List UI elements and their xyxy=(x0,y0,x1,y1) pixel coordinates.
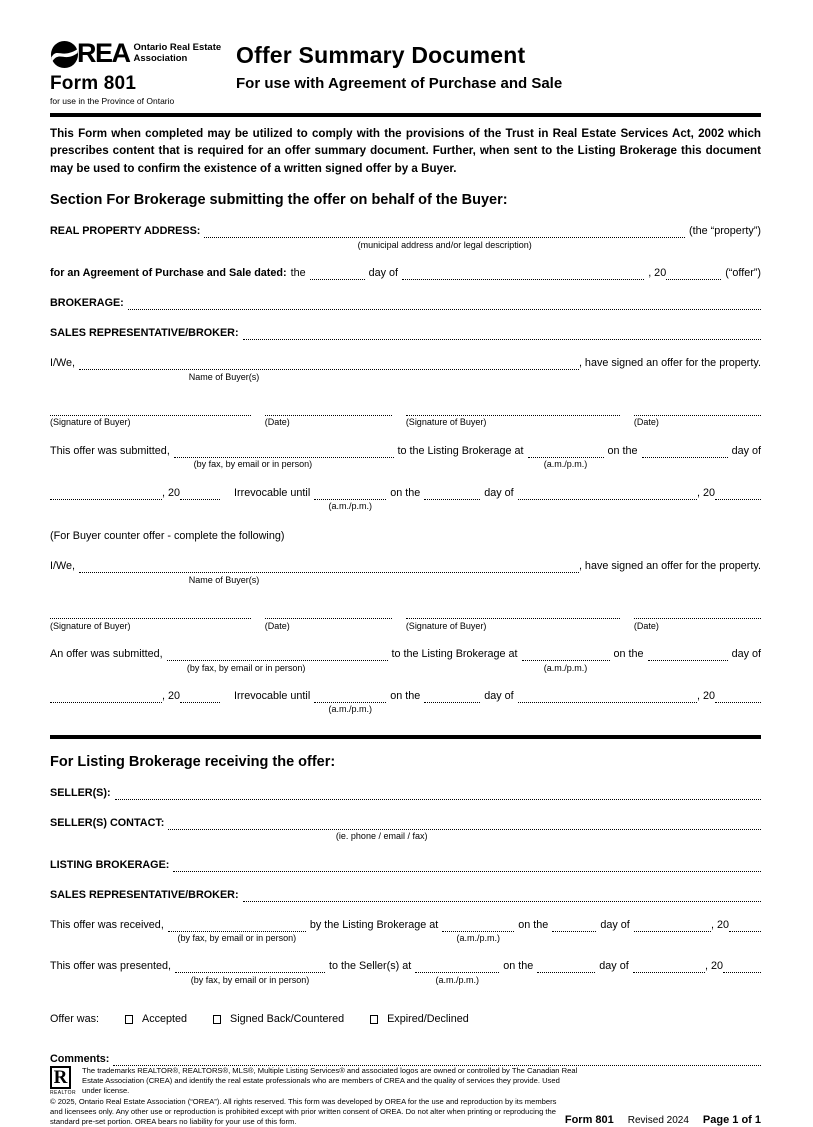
received-month-blank[interactable] xyxy=(634,919,711,932)
realtor-logo-icon: R xyxy=(50,1066,71,1089)
counter-irrevocable-year-field[interactable] xyxy=(715,690,761,703)
counter-offer-note: (For Buyer counter offer - complete the following) xyxy=(50,530,285,543)
signed-back-label: Signed Back/Countered xyxy=(230,1013,345,1026)
ampm-sublabel: (a.m./p.m.) xyxy=(543,459,588,470)
comma-20-text: , 20 xyxy=(162,689,181,702)
presented-method-blank[interactable] xyxy=(175,960,325,973)
counter-buyer-signature-field-2[interactable] xyxy=(406,606,620,631)
agreement-year-blank[interactable] xyxy=(666,267,721,280)
on-the-text: on the xyxy=(390,689,421,702)
copyright-text: © 2025, Ontario Real Estate Association (“OREA”). All rights reserved. This form was developed by OREA for the use and reproduction by its members and licensees only. Any other use or reproduction is prohibited except with prior written consent of OREA. Do not alter when printing or reproducing the standard pre-set portion. OREA bears no liability for your use of this form. xyxy=(50,1097,557,1127)
accepted-checkbox[interactable] xyxy=(125,1015,133,1024)
on-the-text: on the xyxy=(503,960,534,973)
footer-form-number: Form 801 xyxy=(564,1113,614,1126)
sellers-row xyxy=(50,787,761,800)
org-name-line2: Association xyxy=(133,52,188,64)
counter-irrevocable-day-blank[interactable] xyxy=(424,690,480,703)
received-year-field[interactable] xyxy=(729,919,761,932)
sellers-contact-row xyxy=(50,817,761,842)
presented-day-blank[interactable] xyxy=(537,960,595,973)
presented-year-blank[interactable] xyxy=(723,960,761,973)
irrevocable-day-blank[interactable] xyxy=(424,487,480,500)
section-divider xyxy=(50,735,761,739)
submitted-day-field[interactable] xyxy=(642,445,728,458)
counter-submitted-year-field[interactable] xyxy=(180,690,220,703)
an-offer-prefix: An offer was submitted, xyxy=(50,648,163,661)
to-sellers-text: to the Seller(s) at xyxy=(329,960,412,973)
irrevocable-month-field[interactable] xyxy=(518,487,697,500)
counter-offer-note-row xyxy=(50,530,761,543)
header-divider xyxy=(50,113,761,117)
received-time-field[interactable] xyxy=(442,919,514,944)
irrevocable-row-2 xyxy=(50,690,761,715)
ampm-sublabel: (a.m./p.m.) xyxy=(435,974,479,985)
byfax-sublabel: (by fax, by email or in person) xyxy=(177,933,297,944)
sellers-contact-sublabel: (ie. phone / email / fax) xyxy=(335,831,428,842)
property-address-row xyxy=(50,225,761,250)
signature-row-1 xyxy=(50,403,761,428)
counter-signature-date-field-1[interactable] xyxy=(265,606,392,631)
signature-of-buyer-label: (Signature of Buyer) xyxy=(405,417,487,428)
day-of-text: day of xyxy=(484,689,514,702)
ampm-sublabel: (a.m./p.m.) xyxy=(328,704,372,715)
footer-page-number: Page 1 of 1 xyxy=(702,1113,761,1126)
property-address-blank[interactable] xyxy=(204,225,685,238)
counter-buyer-signature-blank-1[interactable] xyxy=(50,606,251,619)
iwe-suffix: , have signed an offer for the property. xyxy=(578,560,761,573)
presented-year-field[interactable] xyxy=(723,960,761,973)
offer-was-label: Offer was: xyxy=(50,1013,100,1026)
brokerage-blank[interactable] xyxy=(128,297,761,310)
received-day-blank[interactable] xyxy=(552,919,596,932)
signature-date-blank-2[interactable] xyxy=(634,403,761,416)
counter-signature-date-blank-1[interactable] xyxy=(265,606,392,619)
listing-brokerage-row xyxy=(50,859,761,872)
irrevocable-year-blank[interactable] xyxy=(715,487,761,500)
brokerage-label: BROKERAGE: xyxy=(50,297,124,310)
sales-rep-row xyxy=(50,327,761,340)
footer xyxy=(50,1066,761,1127)
offer-accepted-option[interactable] xyxy=(125,1013,187,1026)
agreement-month-field[interactable] xyxy=(402,267,644,280)
counter-signature-date-field-2[interactable] xyxy=(634,606,761,631)
day-of-text: day of xyxy=(599,960,629,973)
orea-logo-icon xyxy=(50,40,79,69)
listing-sales-rep-label: SALES REPRESENTATIVE/BROKER: xyxy=(50,888,239,901)
page-subtitle: For use with Agreement of Purchase and Sale xyxy=(236,75,563,92)
counter-signature-date-blank-2[interactable] xyxy=(634,606,761,619)
presented-time-blank[interactable] xyxy=(415,960,499,973)
counter-submitted-method-field[interactable] xyxy=(167,648,388,673)
buyer-name-row xyxy=(50,357,761,382)
buyer-signature-blank-2[interactable] xyxy=(406,403,620,416)
trademark-text: The trademarks REALTOR®, REALTORS®, MLS®, Multiple Listing Services® and associated logos are owned or controlled by The Canadian Real Estate Association (CREA) and identify the real estate professionals who are members of CREA and the quality of services they provide. Used under license. xyxy=(82,1066,578,1096)
counter-submitted-day-field[interactable] xyxy=(648,648,728,661)
sellers-blank[interactable] xyxy=(115,787,761,800)
sales-rep-field[interactable] xyxy=(243,327,761,340)
orea-logo-text: REA xyxy=(77,38,130,68)
signature-date-field-2[interactable] xyxy=(634,403,761,428)
property-address-label: REAL PROPERTY ADDRESS: xyxy=(50,225,201,238)
header xyxy=(50,40,761,106)
day-of-text: day of xyxy=(600,918,630,931)
presented-method-field[interactable] xyxy=(175,960,325,985)
irrevocable-until-text: Irrevocable until xyxy=(234,689,311,702)
day-of-text: day of xyxy=(484,486,514,499)
comma-20-text: , 20 xyxy=(704,960,723,973)
listing-section-heading: For Listing Brokerage receiving the offer: xyxy=(50,753,336,770)
received-month-field[interactable] xyxy=(634,919,711,932)
irrevocable-time-field[interactable] xyxy=(314,487,386,512)
counter-irrevocable-month-blank[interactable] xyxy=(518,690,697,703)
iwe-prefix: I/We, xyxy=(50,560,75,573)
irrevocable-month-blank[interactable] xyxy=(518,487,697,500)
sellers-contact-blank[interactable] xyxy=(168,817,761,830)
iwe-prefix: I/We, xyxy=(50,357,75,370)
org-name xyxy=(134,43,222,65)
by-listing-brokerage-text: by the Listing Brokerage at xyxy=(309,918,439,931)
offer-submitted-row xyxy=(50,445,761,470)
submitted-prefix: This offer was submitted, xyxy=(50,444,170,457)
date-label: (Date) xyxy=(264,620,290,631)
buyer-section-heading: Section For Brokerage submitting the offer on behalf of the Buyer: xyxy=(50,192,508,209)
irrevocable-day-field[interactable] xyxy=(424,487,480,500)
on-the-text: on the xyxy=(518,918,549,931)
counter-submitted-month-field[interactable] xyxy=(50,690,162,703)
presented-prefix: This offer was presented, xyxy=(50,960,172,973)
counter-buyer-signature-blank-2[interactable] xyxy=(406,606,620,619)
submitted-month-blank[interactable] xyxy=(50,487,162,500)
agreement-year-field[interactable] xyxy=(666,267,721,280)
submitted-method-blank[interactable] xyxy=(174,445,394,458)
listing-brokerage-label: LISTING BROKERAGE: xyxy=(50,858,170,871)
sellers-contact-field[interactable] xyxy=(168,817,761,842)
page-title: Offer Summary Document xyxy=(236,42,526,68)
counter-irrevocable-day-field[interactable] xyxy=(424,690,480,703)
comments-blank[interactable] xyxy=(113,1053,761,1066)
counter-submitted-year-blank[interactable] xyxy=(180,690,220,703)
received-method-field[interactable] xyxy=(168,919,306,944)
presented-day-field[interactable] xyxy=(537,960,595,973)
counter-irrevocable-time-blank[interactable] xyxy=(314,690,386,703)
accepted-label: Accepted xyxy=(142,1013,188,1026)
date-label: (Date) xyxy=(633,620,659,631)
agreement-date-label: for an Agreement of Purchase and Sale dated: xyxy=(50,267,287,280)
form-number: Form 801 xyxy=(50,73,137,94)
signature-date-field-1[interactable] xyxy=(265,403,392,428)
day-of-text: day of xyxy=(731,648,761,661)
sales-rep-blank[interactable] xyxy=(243,327,761,340)
buyer-name-sublabel: Name of Buyer(s) xyxy=(188,371,260,382)
expired-checkbox[interactable] xyxy=(370,1015,378,1024)
realtor-logo-caption: REALTOR xyxy=(50,1089,76,1096)
listing-sales-rep-blank[interactable] xyxy=(243,889,761,902)
received-method-blank[interactable] xyxy=(168,919,306,932)
to-listing-brokerage-text: to the Listing Brokerage at xyxy=(397,444,524,457)
submitted-month-field[interactable] xyxy=(50,487,162,500)
buyer-name-blank[interactable] xyxy=(79,357,579,370)
received-prefix: This offer was received, xyxy=(50,918,164,931)
counter-offer-submitted-row xyxy=(50,648,761,673)
counter-buyer-signature-field-1[interactable] xyxy=(50,606,251,631)
irrevocable-row-1 xyxy=(50,487,761,512)
buyer-name-field[interactable] xyxy=(79,357,579,382)
counter-submitted-method-blank[interactable] xyxy=(167,648,388,661)
presented-month-blank[interactable] xyxy=(633,960,705,973)
sales-rep-label: SALES REPRESENTATIVE/BROKER: xyxy=(50,327,239,340)
date-label: (Date) xyxy=(264,417,290,428)
comma-20-text: , 20 xyxy=(648,267,667,280)
counter-irrevocable-month-field[interactable] xyxy=(518,690,697,703)
iwe-suffix: , have signed an offer for the property. xyxy=(578,357,761,370)
date-label: (Date) xyxy=(633,417,659,428)
comments-label: Comments: xyxy=(50,1053,110,1066)
counter-buyer-name-row xyxy=(50,560,761,585)
title-block xyxy=(236,40,562,92)
comma-20-text: , 20 xyxy=(696,689,715,702)
ampm-sublabel: (a.m./p.m.) xyxy=(456,933,501,944)
property-suffix: (the “property”) xyxy=(689,225,761,238)
byfax-sublabel: (by fax, by email or in person) xyxy=(186,662,306,673)
org-name-line1: Ontario Real Estate xyxy=(133,42,222,53)
ampm-sublabel: (a.m./p.m.) xyxy=(543,662,588,673)
offer-outcome-row xyxy=(50,1013,761,1026)
counter-submitted-day-blank[interactable] xyxy=(648,648,728,661)
buyer-signature-blank-1[interactable] xyxy=(50,403,251,416)
irrevocable-year-field[interactable] xyxy=(715,487,761,500)
received-year-blank[interactable] xyxy=(729,919,761,932)
byfax-sublabel: (by fax, by email or in person) xyxy=(193,459,313,470)
signature-of-buyer-label: (Signature of Buyer) xyxy=(50,417,131,428)
listing-brokerage-blank[interactable] xyxy=(173,859,761,872)
offer-signed-back-option[interactable] xyxy=(213,1013,344,1026)
offer-presented-row xyxy=(50,960,761,985)
signed-back-checkbox[interactable] xyxy=(213,1015,221,1024)
listing-sales-rep-field[interactable] xyxy=(243,889,761,902)
listing-brokerage-field[interactable] xyxy=(173,859,761,872)
submitted-time-blank[interactable] xyxy=(528,445,604,458)
counter-buyer-name-field[interactable] xyxy=(79,560,579,585)
offer-suffix: (“offer”) xyxy=(725,267,761,280)
comma-20-text: , 20 xyxy=(696,486,715,499)
signature-date-blank-1[interactable] xyxy=(265,403,392,416)
on-the-text: on the xyxy=(390,486,421,499)
submitted-method-field[interactable] xyxy=(174,445,394,470)
buyer-signature-field-2[interactable] xyxy=(406,403,620,428)
brokerage-field[interactable] xyxy=(128,297,761,310)
ampm-sublabel: (a.m./p.m.) xyxy=(328,501,372,512)
sellers-contact-label: SELLER(S) CONTACT: xyxy=(50,816,165,829)
agreement-date-row xyxy=(50,267,761,280)
brokerage-row xyxy=(50,297,761,310)
counter-submitted-time-blank[interactable] xyxy=(522,648,610,661)
counter-irrevocable-time-field[interactable] xyxy=(314,690,386,715)
buyer-name-sublabel: Name of Buyer(s) xyxy=(188,574,260,585)
counter-submitted-time-field[interactable] xyxy=(522,648,610,673)
signature-row-2 xyxy=(50,606,761,631)
agreement-day-field[interactable] xyxy=(310,267,365,280)
counter-buyer-name-blank[interactable] xyxy=(79,560,579,573)
to-listing-brokerage-text: to the Listing Brokerage at xyxy=(391,648,518,661)
footer-revised: Revised 2024 xyxy=(627,1114,689,1126)
buyer-signature-field-1[interactable] xyxy=(50,403,251,428)
irrevocable-time-blank[interactable] xyxy=(314,487,386,500)
received-day-field[interactable] xyxy=(552,919,596,932)
realtor-logo xyxy=(50,1066,76,1096)
the-text: the xyxy=(290,267,306,280)
orea-brand-block xyxy=(50,40,236,106)
irrevocable-until-text: Irrevocable until xyxy=(234,486,311,499)
comments-field[interactable] xyxy=(113,1053,761,1066)
byfax-sublabel: (by fax, by email or in person) xyxy=(190,974,310,985)
intro-paragraph: This Form when completed may be utilized to comply with the provisions of the Trust in Real Estate Services Act, 2002 which prescribes content that is required for an offer summary document. Further, when sent to the Listing Brokerage this document may be used to confirm the existence of a written signed offer by a Buyer. xyxy=(50,127,761,175)
comma-20-text: , 20 xyxy=(710,918,729,931)
form-usage-note: for use in the Province of Ontario xyxy=(50,96,175,106)
counter-submitted-month-blank[interactable] xyxy=(50,690,162,703)
received-time-blank[interactable] xyxy=(442,919,514,932)
sellers-field[interactable] xyxy=(115,787,761,800)
signature-of-buyer-label: (Signature of Buyer) xyxy=(50,620,131,631)
submitted-day-blank[interactable] xyxy=(642,445,728,458)
listing-sales-rep-row xyxy=(50,889,761,902)
comments-row xyxy=(50,1053,761,1066)
on-the-text: on the xyxy=(607,444,638,457)
footer-form-info xyxy=(565,1113,761,1127)
comma-20-text: , 20 xyxy=(162,486,181,499)
agreement-month-blank[interactable] xyxy=(402,267,644,280)
day-of-text: day of xyxy=(731,444,761,457)
counter-irrevocable-year-blank[interactable] xyxy=(715,690,761,703)
offer-expired-option[interactable] xyxy=(370,1013,469,1026)
presented-month-field[interactable] xyxy=(633,960,705,973)
property-address-field[interactable] xyxy=(204,225,685,250)
day-of-text: day of xyxy=(368,267,399,280)
signature-of-buyer-label: (Signature of Buyer) xyxy=(405,620,487,631)
presented-time-field[interactable] xyxy=(415,960,499,985)
submitted-time-field[interactable] xyxy=(528,445,604,470)
submitted-year-blank[interactable] xyxy=(180,487,220,500)
property-address-sublabel: (municipal address and/or legal description) xyxy=(357,239,532,250)
sellers-label: SELLER(S): xyxy=(50,786,111,799)
expired-label: Expired/Declined xyxy=(387,1013,469,1026)
agreement-day-blank[interactable] xyxy=(310,267,365,280)
on-the-text: on the xyxy=(613,648,644,661)
submitted-year-field[interactable] xyxy=(180,487,220,500)
offer-received-row xyxy=(50,919,761,944)
